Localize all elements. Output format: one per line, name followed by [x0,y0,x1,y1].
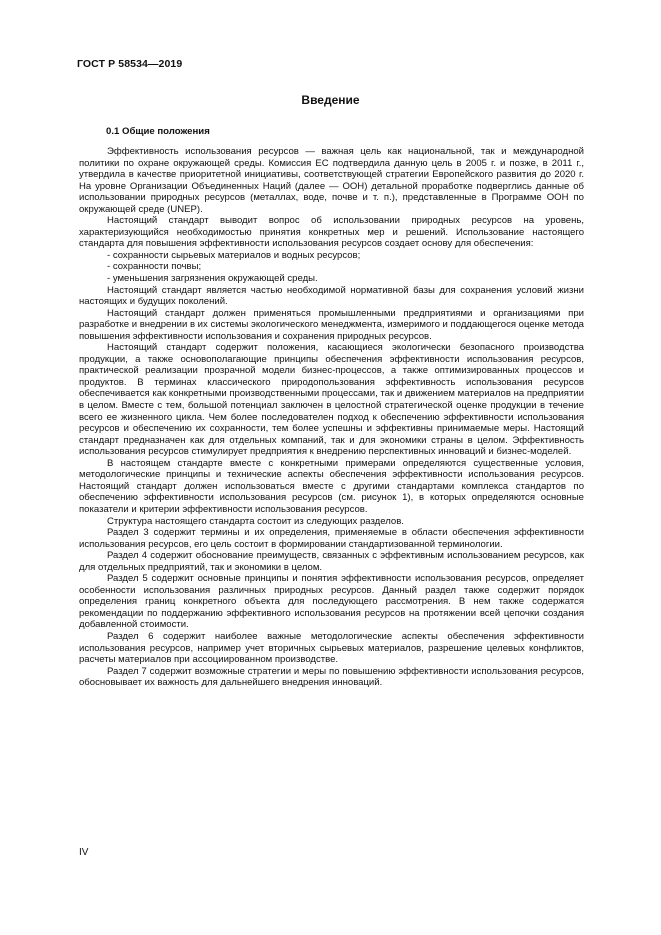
paragraph: Раздел 4 содержит обоснование преимуществ, связанных с эффективным использованием ресурсов, как для отдельных предприятий, так и экономики в целом. [79,550,584,573]
section-heading: 0.1 Общие положения [106,126,210,137]
paragraph: В настоящем стандарте вместе с конкретными примерами определяются существенные условия, методологические принципы и технические аспекты обеспечения эффективности использования ресурсов. Настоящий стандарт должен использоваться вместе с другими стандартами комплекса стандартов по обеспечению эффективности использования ресурсов (см. рисунок 1), в которых определяются основные показатели и критерии эффективности использования ресурсов. [79,457,584,515]
paragraph: Настоящий стандарт является частью необходимой нормативной базы для сохранения условий жизни настоящих и будущих поколений. [79,284,584,308]
paragraph: Эффективность использования ресурсов — важная цель как национальной, так и международной политики по охране окружающей среды. Комиссия ЕС подтвердила данную цель в 2005 г. и позже, в 2011 г., утвердила в качестве приоритетной инициативы, соответствующей стратегии Европейского развития до 2020 г. На уровне Организации Объединенных Наций (далее — ООН) детальной проработке подверглись данные об использовании природных ресурсов (металлах, воде, почве и т. п.), представленные в Программе ООН по окружающей среде (UNEP). [79,146,584,215]
paragraph: Раздел 7 содержит возможные стратегии и меры по повышению эффективности использования ресурсов, обосновывает их важность для дальнейшего внедрения инноваций. [79,665,584,689]
paragraph: Раздел 6 содержит наиболее важные методологические аспекты обеспечения эффективности использования ресурсов, например учет вторичных сырьевых материалов, разрешение целевых конфликтов, расчеты материалов при ассоциированном производстве. [79,630,584,666]
page-number: IV [79,847,89,858]
list-item: - уменьшения загрязнения окружающей среды. [107,273,318,285]
document-code: ГОСТ Р 58534—2019 [77,58,183,70]
list-item: - сохранности почвы; [107,261,202,273]
paragraph: Настоящий стандарт содержит положения, касающиеся экологически безопасного производства продукции, а также основополагающие принципы обеспечения эффективности использования ресурсов, практической реализации прозрачной модели бизнес-процессов, а также оптимизированных процессов и продуктов. В терминах классического природопользования эффективность использования ресурсов обеспечивается как конкретными производственными процессами, так и движением материалов на предприятии в целом. Вместе с тем, большой потенциал заключен в целостной стратегической оценке продукции в течение всего ее жизненного цикла. Чем более последователен подход к обеспечению эффективности использования ресурсов и обеспечению их сохранности, тем более успешны и эффективны принимаемые меры. Настоящий стандарт предназначен как для отдельных компаний, так и для экономики страны в целом. Эффективность использования ресурсов стимулирует предприятия к внедрению перспективных инноваций и бизнес-моделей. [79,342,584,458]
list-item: - сохранности сырьевых материалов и водных ресурсов; [107,249,361,261]
paragraph: Структура настоящего стандарта состоит из следующих разделов. [107,515,404,527]
paragraph: Раздел 3 содержит термины и их определения, применяемые в области обеспечения эффективности использования ресурсов, его цель состоит в формировании стандартизованной терминологии. [79,527,584,550]
body-text [79,146,584,689]
paragraph: Настоящий стандарт должен применяться промышленными предприятиями и организациями при разработке и внедрении в их системы экологического менеджмента, измеримого и поддающегося оценке метода повышения эффективности использования и сохранения природных ресурсов. [79,307,584,342]
paragraph: Настоящий стандарт выводит вопрос об использовании природных ресурсов на уровень, характеризующийся необходимостью принятия конкретных мер и решений. Использование настоящего стандарта для повышения эффективности использования ресурсов создает основу для обеспечения: [79,215,584,250]
paragraph: Раздел 5 содержит основные принципы и понятия эффективности использования ресурсов, определяет особенности использования различных природных ресурсов. Данный раздел также содержит порядок определения границ конкретного объекта для последующего рассмотрения. В нем также содержатся рекомендации по поддержанию эффективного использования ресурсов на протяжении всей цепочки создания добавленной стоимости. [79,573,584,631]
page-title: Введение [301,93,360,107]
